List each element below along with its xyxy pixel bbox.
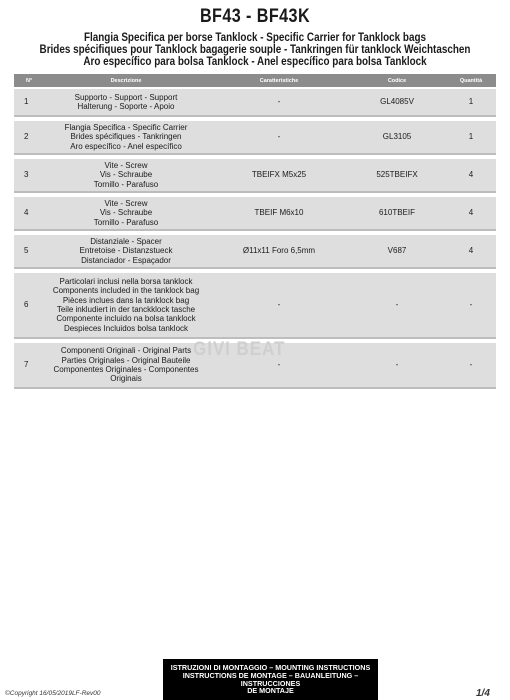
description-line: Teile inkludiert in der tanckklock tasche	[56, 305, 196, 314]
row-description	[42, 237, 210, 265]
description-line: Halterung - Soporte - Apoio	[77, 102, 175, 111]
row-quantity: -	[469, 360, 473, 370]
row-quantity: -	[469, 300, 473, 310]
description-line: Entretoise - Distanzstueck	[79, 246, 173, 256]
description-line: Componenti Originali - Original Parts	[60, 346, 192, 356]
row-characteristics: -	[277, 360, 281, 370]
header-description: Descrizione	[110, 77, 142, 84]
footer-line-3: DE MONTAJE	[247, 686, 294, 696]
row-number: 5	[24, 246, 29, 256]
row-number: 6	[24, 300, 29, 310]
table-row	[14, 235, 496, 269]
subtitle-line-1: Flangia Specifica per borse Tanklock - Specific Carrier for Tanklock bags	[83, 32, 427, 44]
row-quantity: 1	[468, 97, 474, 107]
row-code: GL4085V	[380, 97, 414, 107]
row-quantity: 4	[468, 208, 474, 218]
row-description	[42, 199, 210, 227]
watermark: GIVI BEAT	[193, 339, 286, 360]
description-line: Componente incluido na bolsa tanklock	[56, 314, 196, 324]
description-line: Aro específico - Anel específico	[70, 141, 182, 151]
header-number: N°	[26, 77, 33, 84]
description-line: Vis - Schraube	[99, 208, 153, 218]
row-code: GL3105	[382, 132, 412, 142]
row-characteristics: TBEIF M6x10	[254, 208, 304, 218]
header-code: Codice	[387, 77, 407, 84]
description-line: Vite - Screw	[104, 161, 148, 171]
description-line: Distanciador - Espaçador	[81, 255, 171, 265]
row-quantity: 1	[468, 132, 474, 142]
row-number: 3	[24, 170, 29, 180]
row-code: V687	[387, 246, 407, 256]
page-number: 1/4	[476, 688, 490, 699]
row-code: 525TBEIFX	[376, 170, 418, 180]
description-line: Parties Originales - Original Bauteile	[61, 355, 191, 365]
description-line: Tornillo - Parafuso	[93, 217, 159, 227]
subtitle-line-3: Aro específico para bolsa Tanklock - Anel específico para bolsa Tanklock	[83, 56, 427, 68]
row-characteristics: Ø11x11 Foro 6,5mm	[242, 246, 316, 256]
row-code: 610TBEIF	[378, 208, 415, 218]
row-code: -	[395, 300, 399, 310]
row-characteristics: -	[277, 300, 281, 310]
footer-line-2: INSTRUCTIONS DE MONTAGE – BAUANLEITUNG – INSTRUCCIONES	[182, 670, 359, 688]
copyright: ©Copyright 16/05/2019LF-Rev00	[5, 690, 101, 697]
header-characteristics: Caratteristiche	[259, 77, 299, 84]
row-description	[42, 123, 210, 151]
footer-title-band	[163, 659, 378, 700]
row-number: 1	[24, 97, 29, 107]
description-line: Despieces Incluidos bolsa tanklock	[63, 323, 189, 333]
row-number: 7	[24, 360, 29, 370]
table-header	[14, 74, 496, 87]
description-line: Supporto - Support - Support	[74, 92, 178, 102]
description-line: Componentes Originales - Componentes	[53, 365, 199, 374]
description-line: Components included in the tanklock bag	[52, 286, 200, 296]
description-line: Originais	[110, 374, 142, 384]
table-row	[14, 197, 496, 231]
footer-line-1: ISTRUZIONI DI MONTAGGIO – MOUNTING INSTRUCTIONS	[170, 662, 371, 672]
row-description	[42, 346, 210, 383]
row-code: -	[395, 360, 399, 370]
subtitle-line-2: Brides spécifiques pour Tanklock bagagerie souple - Tankringen für tanklock Weichtaschen	[39, 44, 471, 56]
model-title: BF43 - BF43K	[199, 6, 311, 27]
footer	[0, 659, 510, 700]
table-row	[14, 273, 496, 339]
description-line: Vite - Screw	[104, 199, 148, 209]
description-line: Tornillo - Parafuso	[93, 179, 159, 189]
table-row	[14, 89, 496, 117]
row-quantity: 4	[468, 170, 474, 180]
description-line: Distanziale - Spacer	[90, 237, 162, 247]
row-description	[42, 93, 210, 112]
table-row	[14, 121, 496, 155]
row-description	[42, 161, 210, 189]
description-line: Particolari inclusi nella borsa tanklock	[59, 277, 193, 287]
row-quantity: 4	[468, 246, 474, 256]
description-line: Vis - Schraube	[99, 170, 153, 180]
description-line: Brides spécifiques - Tankringen	[70, 132, 182, 142]
row-characteristics: -	[277, 97, 281, 107]
table-row	[14, 159, 496, 193]
row-characteristics: TBEIFX M5x25	[251, 170, 307, 180]
header-quantity: Quantità	[459, 77, 483, 84]
description-line: Flangia Specifica - Specific Carrier	[64, 123, 188, 133]
row-number: 4	[24, 208, 29, 218]
description-line: Pièces inclues dans la tanklock bag	[62, 295, 190, 305]
row-description	[42, 277, 210, 333]
row-characteristics: -	[277, 132, 281, 142]
row-number: 2	[24, 132, 29, 142]
